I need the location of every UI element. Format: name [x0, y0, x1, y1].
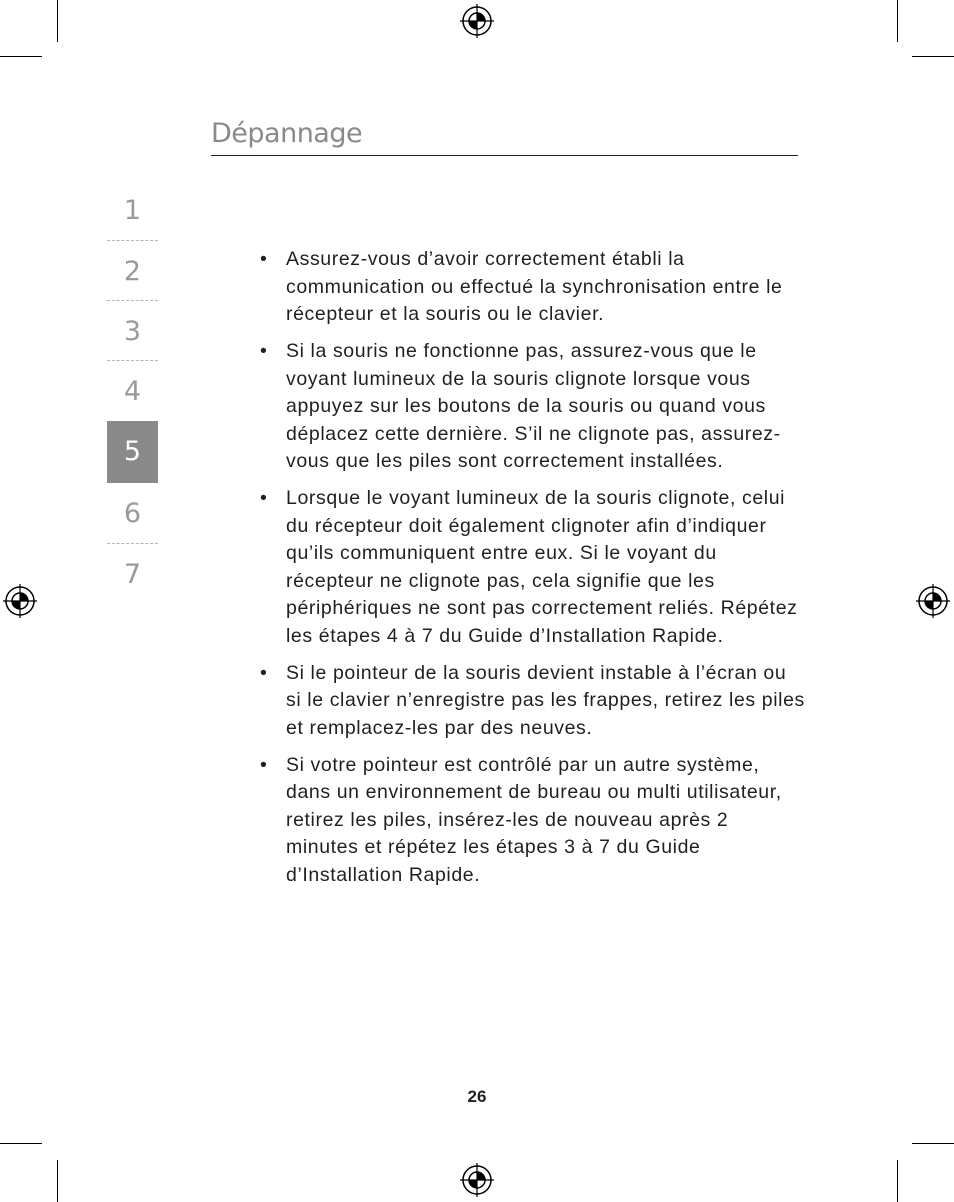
list-item: [260, 485, 805, 650]
crop-mark-bottom-right-vertical: [897, 1160, 898, 1202]
chapter-tab-3[interactable]: 3: [123, 316, 142, 347]
chapter-tab-7[interactable]: 7: [123, 559, 142, 590]
chapter-tab-2[interactable]: 2: [123, 256, 142, 287]
list-item-text: Lorsque le voyant lumineux de la souris clignote, celui du récepteur doit également clignoter afin d’indiquer qu’ils communiquent entre eux. Si le voyant du récepteur ne clignote pas, cela signifie que les périphériques ne sont pas correctement reliés. Répétez les étapes 4 à 7 du Guide d’Installation Rapide.: [286, 487, 798, 647]
bullet-icon: •: [260, 248, 268, 270]
registration-mark-icon: [3, 584, 37, 618]
bullet-icon: •: [260, 753, 268, 776]
crop-mark-bottom-right-horizontal: [912, 1143, 954, 1144]
crop-mark-top-left-vertical: [57, 0, 58, 42]
crop-mark-top-right-horizontal: [912, 56, 954, 57]
page-title: Dépannage: [211, 118, 363, 149]
registration-mark-icon: [460, 1163, 494, 1197]
crop-mark-top-right-vertical: [897, 0, 898, 42]
bullet-icon: •: [260, 661, 268, 684]
bullet-icon: •: [260, 487, 268, 509]
page-number: 26: [467, 1087, 487, 1106]
registration-mark-icon: [460, 4, 494, 38]
crop-mark-top-left-horizontal: [0, 56, 42, 57]
list-item: [260, 660, 805, 743]
troubleshooting-list: [260, 246, 805, 899]
bullet-icon: •: [260, 340, 268, 362]
list-item-text: Assurez-vous d’avoir correctement établi la communication ou effectué la synchronisation entre le récepteur et la souris ou le clavier.: [286, 248, 783, 325]
list-item-text: Si le pointeur de la souris devient instable à l’écran ou si le clavier n’enregistre pas les frappes, retirez les piles et remplacez-les par des neuves.: [286, 661, 805, 739]
title-divider: [211, 155, 798, 156]
chapter-tab-6[interactable]: 6: [123, 498, 142, 529]
list-item-text: Si la souris ne fonctionne pas, assurez-vous que le voyant lumineux de la souris clignote lorsque vous appuyez sur les boutons de la souris ou quand vous déplacez cette dernière. S’il ne clignote pas, assurez-vous que les piles sont correctement installées.: [286, 340, 781, 472]
registration-mark-icon: [916, 584, 950, 618]
crop-mark-bottom-left-horizontal: [0, 1143, 42, 1144]
list-item-text: Si votre pointeur est contrôlé par un autre système, dans un environnement de bureau ou multi utilisateur, retirez les piles, insérez-les de nouveau après 2 minutes et répétez les étapes 3 à 7 du Guide d’Installation Rapide.: [286, 753, 782, 886]
chapter-tab-1[interactable]: 1: [123, 195, 142, 226]
crop-mark-bottom-left-vertical: [57, 1160, 58, 1202]
list-item: [260, 338, 805, 476]
chapter-tab-4[interactable]: 4: [123, 376, 142, 407]
chapter-tab-5-active[interactable]: 5: [107, 421, 158, 483]
list-item: [260, 752, 805, 890]
list-item: [260, 246, 805, 329]
